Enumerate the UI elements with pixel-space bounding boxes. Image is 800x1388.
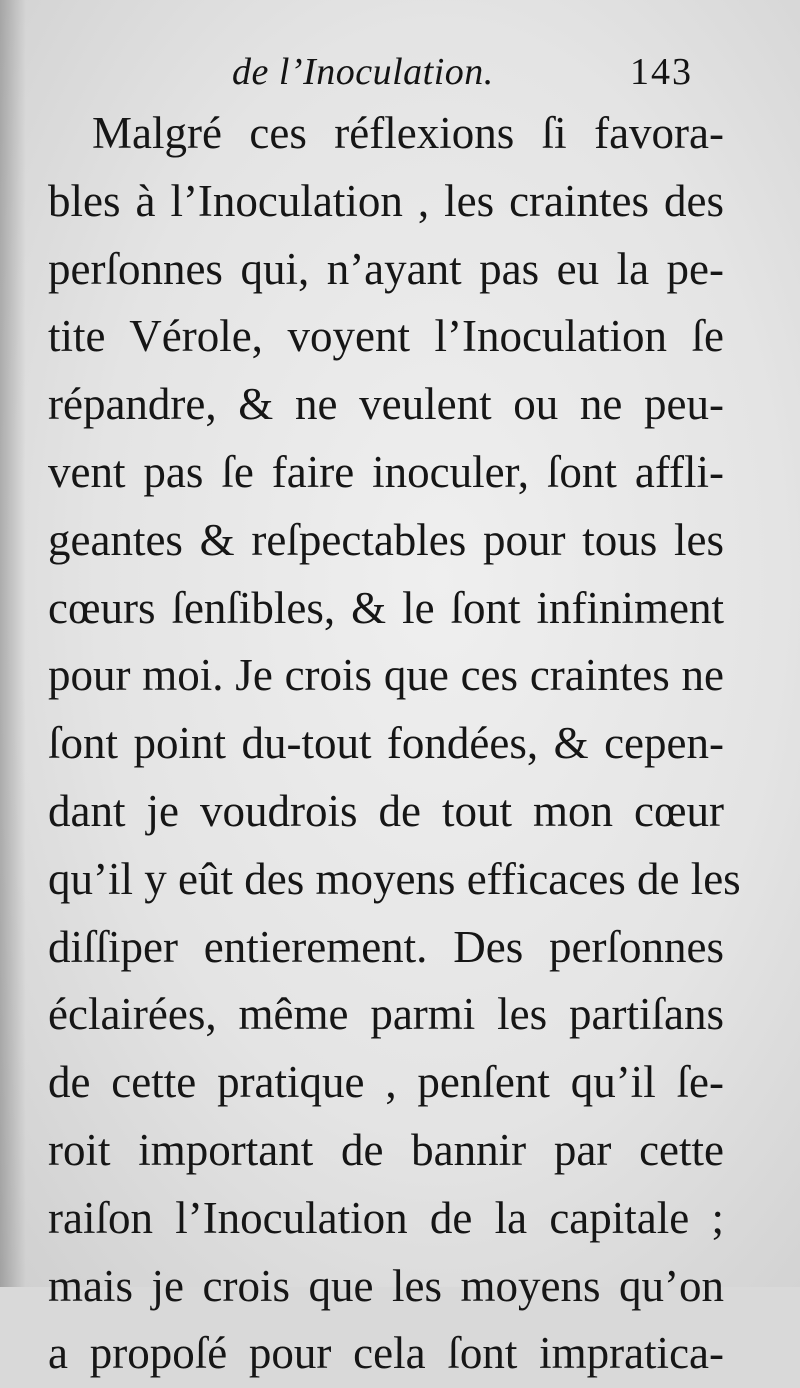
text-line: roit important de bannir par cette: [48, 1124, 724, 1175]
text-line: cœurs ſenſibles, & le ſont infiniment: [48, 582, 724, 633]
text-line: dant je voudrois de tout mon cœur: [48, 785, 724, 836]
text-line: qu’il y eût des moyens efficaces de les: [48, 853, 741, 904]
text-line: mais je crois que les moyens qu’on: [48, 1260, 724, 1311]
page-edge-shadow: [0, 0, 26, 1287]
page-header: [0, 48, 800, 98]
text-line: tite Vérole, voyent l’Inoculation ſe: [48, 311, 724, 362]
text-line: ſont point du-tout fondées, & cepen-: [48, 718, 724, 769]
text-line: geantes & reſpectables pour tous les: [48, 514, 724, 565]
text-line: pour moi. Je crois que ces craintes ne: [48, 650, 724, 701]
running-head: de l’Inoculation.: [232, 51, 494, 93]
text-line: raiſon l’Inoculation de la capitale ;: [48, 1192, 724, 1243]
text-line: répandre, & ne veulent ou ne peu-: [48, 379, 724, 430]
text-line: diſſiper entierement. Des perſonnes: [48, 921, 724, 972]
text-line: perſonnes qui, n’ayant pas eu la pe-: [48, 243, 724, 294]
text-line: vent pas ſe faire inoculer, ſont affli-: [48, 446, 724, 497]
text-line: de cette pratique , penſent qu’il ſe-: [48, 1057, 724, 1108]
text-line: Malgré ces réflexions ſi favora-: [92, 108, 724, 158]
text-line: bles à l’Inoculation , les craintes des: [48, 175, 724, 226]
page-number: 143: [630, 51, 693, 93]
text-line: a propoſé pour cela ſont impratica-: [48, 1328, 724, 1379]
text-line: éclairées, même parmi les partiſans: [48, 989, 724, 1040]
body-text: [48, 100, 741, 1388]
